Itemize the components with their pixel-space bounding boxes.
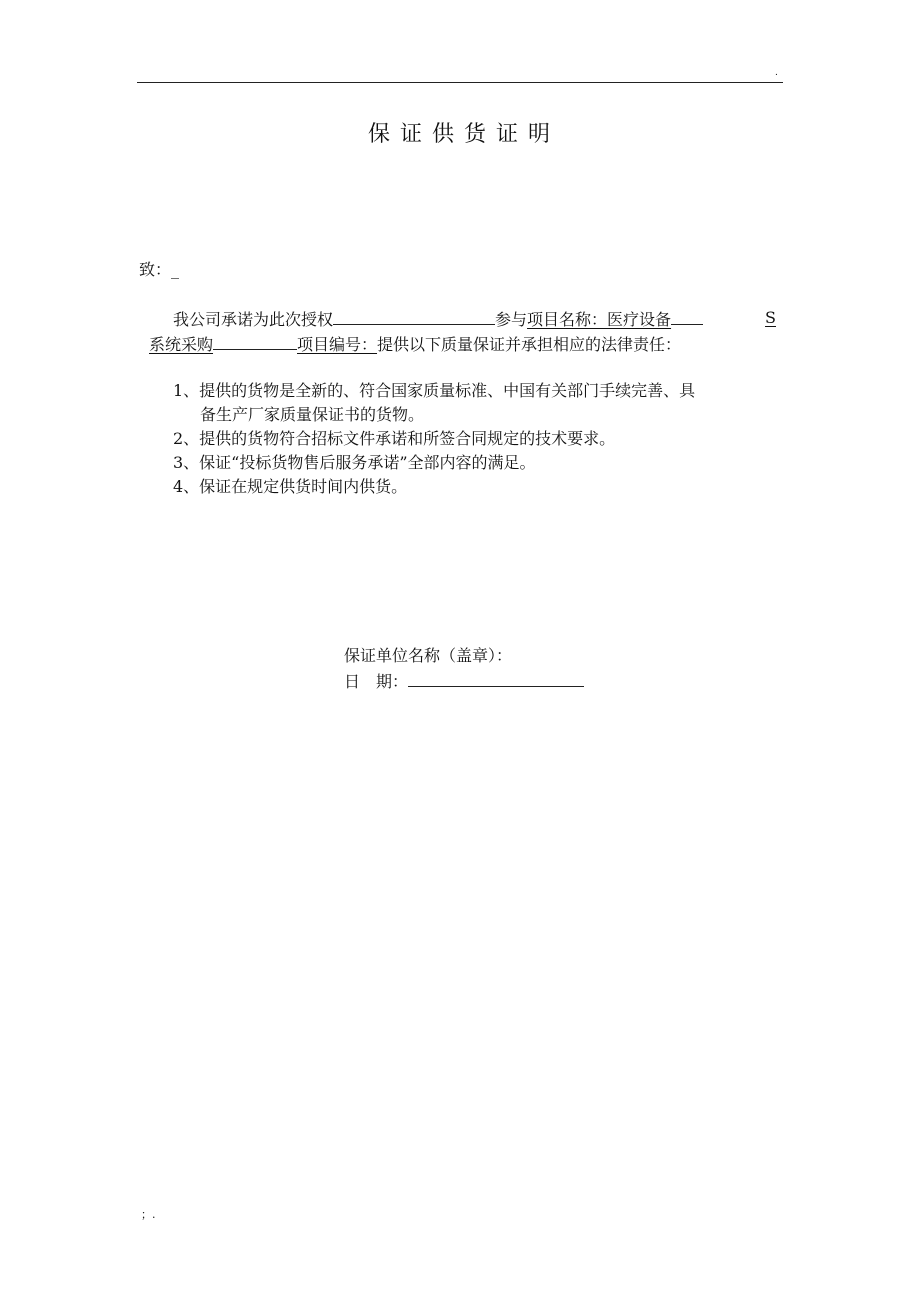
project-name-s: S (765, 308, 776, 327)
date-blank[interactable] (408, 669, 584, 687)
list-item-3: 3、保证“投标货物售后服务承诺”全部内容的满足。 (173, 453, 536, 472)
header-mark: . (775, 68, 778, 78)
project-name-blank[interactable] (671, 307, 703, 325)
project-system-blank[interactable] (213, 332, 297, 350)
header-rule (137, 82, 783, 83)
list-item-4: 4、保证在规定供货时间内供货。 (173, 477, 408, 496)
project-system-text: 系统采购 (149, 335, 214, 354)
footer-mark: ；. (141, 1208, 156, 1221)
date-label: 日 期： (344, 672, 409, 691)
project-number-label: 项目编号： (297, 335, 378, 354)
guarantor-name-label: 保证单位名称（盖章）： (344, 646, 513, 665)
legal-responsibility-text: 提供以下质量保证并承担相应的法律责任： (377, 335, 682, 354)
list-item-1: 1、提供的货物是全新的、符合国家质量标准、中国有关部门手续完善、具 (173, 381, 696, 400)
list-item-2: 2、提供的货物符合招标文件承诺和所签合同规定的技术要求。 (173, 429, 616, 448)
document-title: 保证供货证明 (367, 122, 560, 147)
commitment-text: 我公司承诺为此次授权 (173, 310, 334, 329)
salutation: 致：_ (139, 260, 180, 279)
body-line-2 (149, 332, 681, 356)
authorized-party-blank[interactable] (333, 307, 495, 325)
project-name-label: 项目名称：医疗设备 (527, 310, 672, 329)
list-item-1-continuation: 备生产厂家质量保证书的货物。 (200, 405, 425, 424)
participate-text: 参与 (495, 310, 528, 329)
date-line (344, 669, 584, 693)
body-line-1 (173, 307, 778, 331)
